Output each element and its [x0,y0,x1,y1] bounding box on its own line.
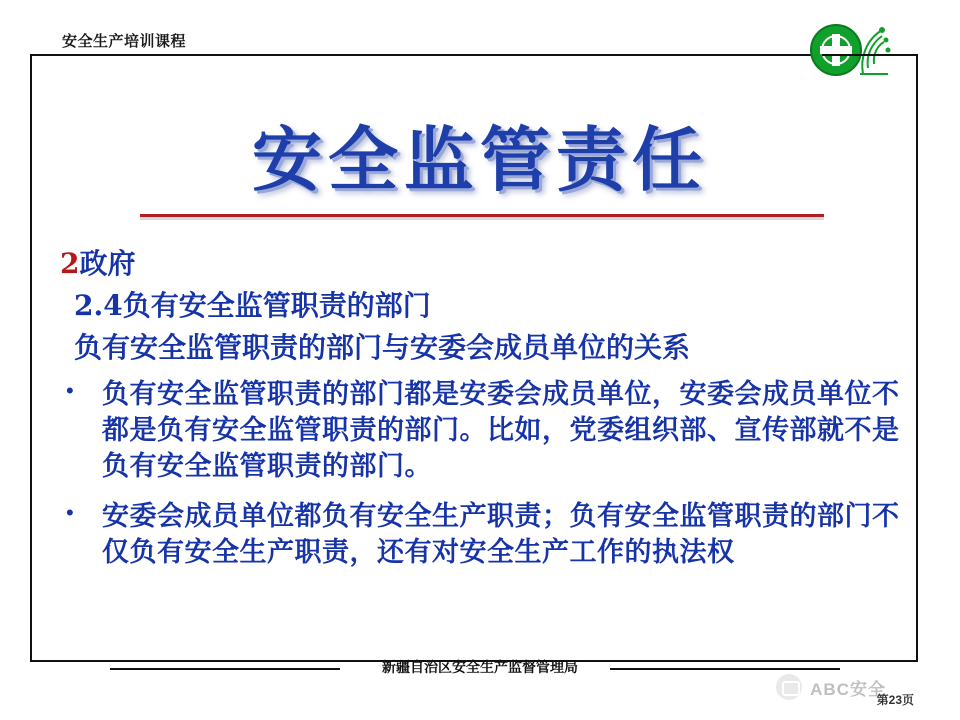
page-number: 第23页 [876,693,914,707]
list-item [60,377,910,485]
subsection-number: 2.4 [74,288,123,322]
bullet-marker-icon: • [66,500,74,526]
slide-title: 安全监管责任 [252,118,708,201]
subsection-heading [74,288,910,324]
section-heading [60,246,910,282]
slide-body [60,246,910,585]
section-label: 政府 [79,247,136,280]
list-item [60,499,910,571]
subsection-label: 负有安全监管职责的部门 [122,288,431,322]
wechat-account-icon [776,674,802,700]
topic-line: 负有安全监管职责的部门与安委会成员单位的关系 [74,330,691,364]
course-header-title: 安全生产培训课程 [62,33,187,50]
frame-top-right-segment [822,54,918,56]
bullet-marker-icon: • [66,378,74,404]
frame-top-left-segment [30,54,62,56]
watermark [776,674,886,700]
section-number: 2 [60,247,80,280]
bullet-text: 负有安全监管职责的部门都是安委会成员单位，安委会成员单位不都是负有安全监管职责的部门。比如，党委组织部、宣传部就不是负有安全监管职责的部门。 [102,379,900,483]
footer-organization: 新疆自治区安全生产监督管理局 [382,659,578,675]
bullet-text: 安委会成员单位都负有安全生产职责；负有安全监管职责的部门不仅负有安全生产职责，还有对安全生产工作的执法权 [102,501,900,569]
watermark-text: ABC安全 [810,679,886,699]
title-underline [140,214,824,217]
